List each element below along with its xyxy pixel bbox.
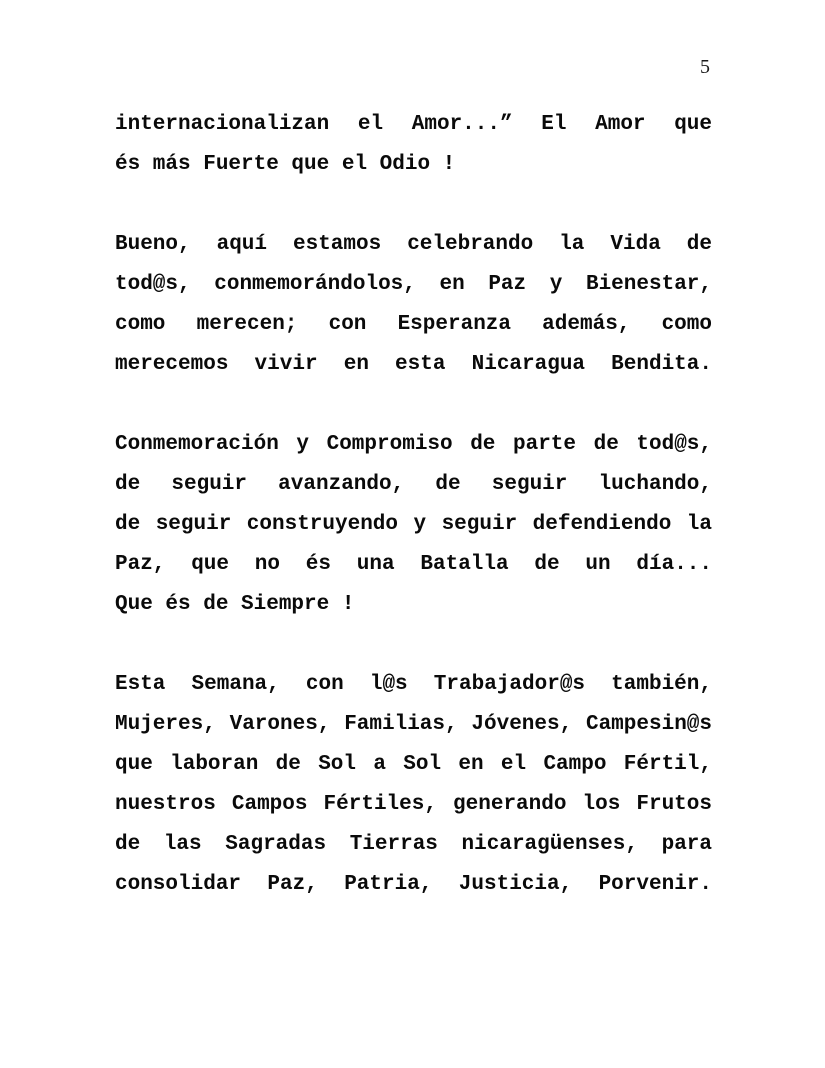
text-line: internacionalizan el Amor...” El Amor que (115, 113, 712, 136)
text-line: que laboran de Sol a Sol en el Campo Fértil, (115, 753, 712, 776)
text-line: merecemos vivir en esta Nicaragua Bendita. (115, 353, 712, 376)
paragraph (115, 425, 712, 625)
text-line: de seguir construyendo y seguir defendiendo la (115, 513, 712, 536)
text-line: consolidar Paz, Patria, Justicia, Porvenir. (115, 873, 712, 896)
text-line: de las Sagradas Tierras nicaragüenses, para (115, 833, 712, 856)
text-line: Bueno, aquí estamos celebrando la Vida de (115, 233, 712, 256)
paragraph (115, 225, 712, 385)
page-number: 5 (700, 56, 710, 78)
document-body (115, 105, 712, 945)
text-line: de seguir avanzando, de seguir luchando, (115, 473, 712, 496)
paragraph (115, 105, 712, 185)
paragraph (115, 665, 712, 905)
text-line: Esta Semana, con l@s Trabajador@s también, (115, 673, 712, 696)
text-line: nuestros Campos Fértiles, generando los Frutos (115, 793, 712, 816)
text-line: Conmemoración y Compromiso de parte de tod@s, (115, 433, 712, 456)
text-line: Mujeres, Varones, Familias, Jóvenes, Campesin@s (115, 713, 712, 736)
text-line: Paz, que no és una Batalla de un día... (115, 553, 712, 576)
text-line: és más Fuerte que el Odio ! (115, 153, 456, 176)
text-line: Que és de Siempre ! (115, 593, 355, 616)
text-line: tod@s, conmemorándolos, en Paz y Bienestar, (115, 273, 712, 296)
text-line: como merecen; con Esperanza además, como (115, 313, 712, 336)
